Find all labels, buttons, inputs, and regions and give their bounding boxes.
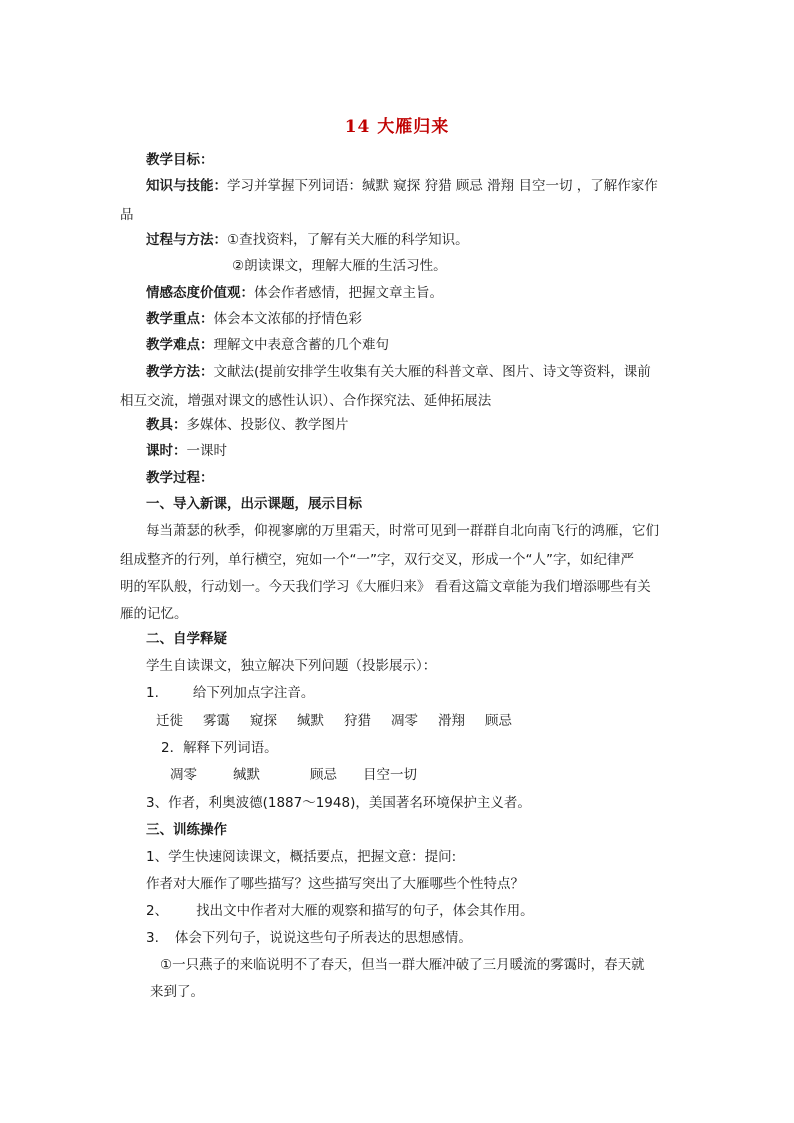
tools-line <box>146 415 349 435</box>
key-points-label: 教学重点： <box>146 311 214 327</box>
teaching-method-label: 教学方法： <box>146 364 214 380</box>
training-one-question: 作者对大雁作了哪些描写？这些描写突出了大雁哪些个性特点？ <box>146 876 524 892</box>
training-three <box>146 928 472 948</box>
process-method-second: ②朗读课文，理解大雁的生活习性。 <box>232 258 447 274</box>
teaching-goals-label: 教学目标： <box>146 152 214 168</box>
word-item: 缄默 <box>297 713 324 729</box>
word-item: 狩猎 <box>344 713 371 729</box>
emotion-values-label: 情感态度价值观： <box>146 285 254 301</box>
emotion-values-text: 体会作者感情，把握文章主旨。 <box>254 285 443 301</box>
teaching-process-label: 教学过程： <box>146 470 214 486</box>
word-item: 迁徙 <box>156 713 183 729</box>
section-three-heading: 三、训练操作 <box>146 822 227 838</box>
teaching-method-text: 文献法(提前安排学生收集有关大雁的科普文章、图片、诗文等资料，课前 <box>213 364 651 380</box>
process-method-text: ①查找资料，了解有关大雁的科学知识。 <box>227 232 469 248</box>
tools-label: 教具： <box>146 417 187 433</box>
emotion-values-line <box>146 283 443 303</box>
pinyin-word-list <box>156 711 512 731</box>
section-two-heading: 二、自学释疑 <box>146 631 227 647</box>
knowledge-skills-continuation: 品 <box>120 207 134 223</box>
training-three-number: 3. <box>146 930 159 946</box>
document-title: 14 大雁归来 <box>344 117 450 137</box>
knowledge-skills-label: 知识与技能： <box>146 178 227 194</box>
word-item: 顾忌 <box>310 767 337 783</box>
training-two <box>146 901 534 921</box>
question-three: 3、作者，利奥波德(1887～1948)，美国著名环境保护主义者。 <box>146 795 531 811</box>
intro-paragraph-line-2: 组成整齐的行列，单行横空，宛如一个“一”字，双行交叉，形成一个“人”字，如纪律严 <box>120 552 634 568</box>
word-item: 窥探 <box>250 713 277 729</box>
lesson-hours-label: 课时： <box>146 443 187 459</box>
question-two: 2．解释下列词语。 <box>161 740 278 756</box>
lesson-hours-line <box>146 441 227 461</box>
process-method-label: 过程与方法： <box>146 232 227 248</box>
knowledge-skills-text: 学习并掌握下列词语：缄默 窥探 狩猎 顾忌 滑翔 目空一切 ，了解作家作 <box>227 178 658 194</box>
question-one <box>146 683 314 703</box>
word-item: 缄默 <box>233 767 260 783</box>
word-item: 顾忌 <box>485 713 512 729</box>
word-item: 雾霭 <box>203 713 230 729</box>
intro-paragraph-line-3: 明的军队般，行动划一。今天我们学习《大雁归来》 看看这篇文章能为我们增添哪些有关 <box>120 579 651 595</box>
knowledge-skills-line <box>146 176 658 196</box>
difficulties-line <box>146 335 389 355</box>
key-points-line <box>146 309 362 329</box>
question-one-number: 1. <box>146 685 159 701</box>
key-points-text: 体会本文浓郁的抒情色彩 <box>213 311 362 327</box>
teaching-method-line <box>146 362 651 382</box>
training-one: 1、学生快速阅读课文，概括要点，把握文意：提问: <box>146 849 457 865</box>
training-two-number: 2、 <box>146 903 169 919</box>
section-one-heading: 一、导入新课，出示课题，展示目标 <box>146 496 362 512</box>
question-one-text: 给下列加点字注音。 <box>192 685 315 701</box>
training-three-text: 体会下列句子，说说这些句子所表达的思想感情。 <box>174 930 472 946</box>
difficulties-label: 教学难点： <box>146 337 214 353</box>
process-method-line <box>146 230 469 250</box>
difficulties-text: 理解文中表意含蓄的几个难句 <box>213 337 389 353</box>
tools-text: 多媒体、投影仪、教学图片 <box>186 417 349 433</box>
sentence-one-line-2: 来到了。 <box>150 984 204 1000</box>
explain-word-list <box>170 765 417 785</box>
sentence-one-line-1: ①一只燕子的来临说明不了春天，但当一群大雁冲破了三月暖流的雾霭时，春天就 <box>160 957 645 973</box>
intro-paragraph-line-1: 每当萧瑟的秋季，仰视寥廓的万里霜天，时常可见到一群群自北向南飞行的鸿雁，它们 <box>146 523 659 539</box>
self-study-intro: 学生自读课文，独立解决下列问题（投影展示）： <box>146 658 437 674</box>
word-item: 凋零 <box>170 767 197 783</box>
word-item: 凋零 <box>391 713 418 729</box>
word-item: 目空一切 <box>363 767 417 783</box>
intro-paragraph-line-4: 雁的记忆。 <box>120 606 188 622</box>
teaching-method-continuation: 相互交流，增强对课文的感性认识）、合作探究法、延伸拓展法 <box>120 393 492 409</box>
word-item: 滑翔 <box>438 713 465 729</box>
training-two-text: 找出文中作者对大雁的观察和描写的句子，体会其作用。 <box>196 903 534 919</box>
lesson-hours-text: 一课时 <box>186 443 227 459</box>
